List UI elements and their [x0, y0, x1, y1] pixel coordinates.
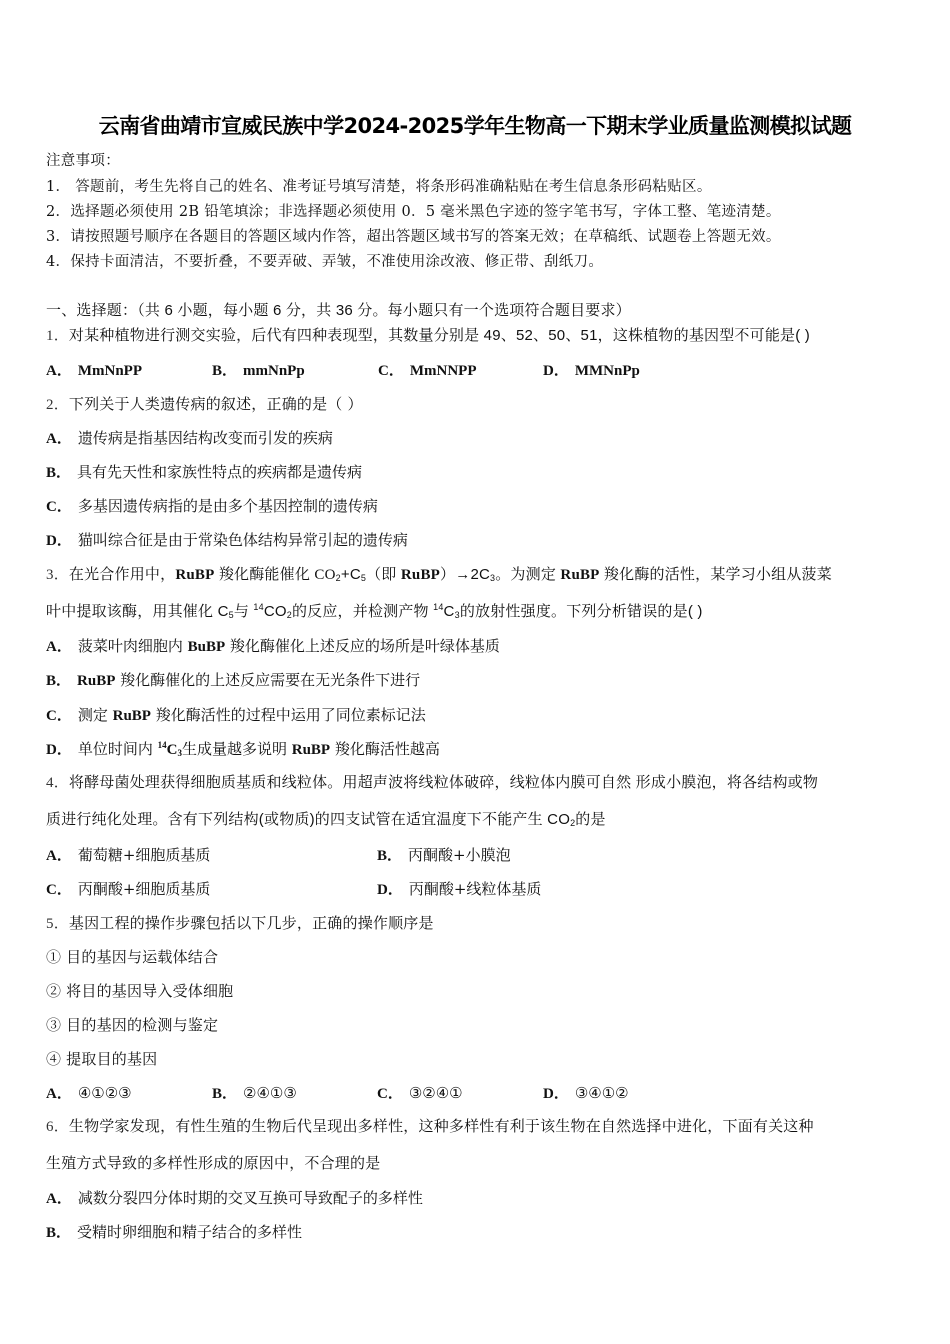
question-5-step-4: ④ 提取目的基因 [46, 1050, 158, 1068]
question-number: 1． [46, 328, 69, 344]
question-5-option-d[interactable]: D． ③④①② [543, 1084, 629, 1102]
question-6-option-a[interactable]: A． 减数分裂四分体时期的交叉互换可导致配子的多样性 [46, 1189, 423, 1207]
question-5-step-2: ② 将目的基因导入受体细胞 [46, 982, 234, 1000]
question-1-option-b[interactable]: B． mmNnPp [212, 363, 305, 379]
question-3-stem-line-2: 叶中提取该酶，用其催化 $C_5$与 $^{14}CO_2$的反应，并检测产物 $^{14}C_3$的放射性强度。下列分析错误的是( ) [46, 602, 703, 620]
question-2-option-c[interactable]: C． 多基因遗传病指的是由多个基因控制的遗传病 [46, 497, 378, 515]
question-6-stem-line-1: 6．生物学家发现，有性生殖的生物后代呈现出多样性，这种多样性有利于该生物在自然选择中进化，下面有关这种 [46, 1118, 814, 1135]
question-5-stem: 5．基因工程的操作步骤包括以下几步，正确的操作顺序是 [46, 914, 434, 932]
question-1-option-d[interactable]: D． MMNnPp [543, 363, 640, 379]
question-6-stem-line-2: 生殖方式导致的多样性形成的原因中，不合理的是 [46, 1155, 381, 1172]
question-1-option-a[interactable]: A． MmNnPP [46, 363, 142, 379]
question-4-stem-line-1: 4．将酵母菌处理获得细胞质基质和线粒体。用超声波将线粒体破碎，线粒体内膜可自然 形成小膜泡，将各结构或物 [46, 774, 819, 791]
section-heading: 一、选择题：（共 6 小题，每小题 6 分，共 36 分。每小题只有一个选项符合题目要求） [46, 302, 631, 319]
notice-item-3: 3．请按照题号顺序在各题目的答题区域内作答，超出答题区域书写的答案无效；在草稿纸、试题卷上答题无效。 [46, 229, 781, 245]
question-5-option-c[interactable]: C． ③②④① [377, 1084, 463, 1102]
question-3-stem-line-1: 3．在光合作用中，RuBP 羧化酶能催化 $CO_2+C_5$（即 $RuBP)\to 2C_3$。为测定 RuBP 羧化酶的活性，某学习小组从菠菜 [46, 566, 832, 583]
question-1-option-c[interactable]: C． MmNNPP [378, 363, 477, 379]
question-4-option-d[interactable]: D． 丙酮酸+线粒体基质 [377, 880, 542, 898]
question-3-option-b[interactable]: B． RuBP 羧化酶催化的上述反应需要在无光条件下进行 [46, 671, 421, 689]
notice-heading: 注意事项： [46, 153, 120, 169]
question-4-option-c[interactable]: C． 丙酮酸+细胞质基质 [46, 880, 211, 898]
question-4-option-b[interactable]: B． 丙酮酸+小膜泡 [377, 846, 511, 864]
notice-item-4: 4．保持卡面清洁，不要折叠，不要弄破、弄皱，不准使用涂改液、修正带、刮纸刀。 [46, 254, 604, 270]
question-2-option-b[interactable]: B． 具有先天性和家族性特点的疾病都是遗传病 [46, 463, 363, 481]
notice-item-1: 1． 答题前，考生先将自己的姓名、准考证号填写清楚，将条形码准确粘贴在考生信息条形码粘贴区。 [46, 179, 712, 195]
question-5-option-a[interactable]: A． ④①②③ [46, 1084, 132, 1102]
document-title: 云南省曲靖市宣威民族中学2024-2025学年生物高一下期末学业质量监测模拟试题 [98, 114, 852, 138]
question-3-option-d[interactable]: D． 单位时间内 $^{14}C_3$生成量越多说明 RuBP 羧化酶活性越高 [46, 740, 440, 758]
question-5-option-b[interactable]: B． ②④①③ [212, 1084, 297, 1102]
question-4-option-a[interactable]: A． 葡萄糖+细胞质基质 [46, 846, 211, 864]
question-2-option-d[interactable]: D． 猫叫综合征是由于常染色体结构异常引起的遗传病 [46, 531, 408, 549]
question-6-option-b[interactable]: B． 受精时卵细胞和精子结合的多样性 [46, 1223, 303, 1241]
question-5-step-1: ① 目的基因与运载体结合 [46, 948, 219, 966]
question-1-stem: 1．对某种植物进行测交实验，后代有四种表现型，其数量分别是 49、52、50、51，这株植物的基因型不可能是( ) [46, 327, 810, 344]
question-4-stem-line-2: 质进行纯化处理。含有下列结构(或物质)的四支试管在适宜温度下不能产生 $CO_2$的是 [46, 811, 606, 828]
question-5-step-3: ③ 目的基因的检测与鉴定 [46, 1016, 219, 1034]
question-3-option-a[interactable]: A． 菠菜叶肉细胞内 BuBP 羧化酶催化上述反应的场所是叶绿体基质 [46, 637, 500, 655]
question-2-option-a[interactable]: A． 遗传病是指基因结构改变而引发的疾病 [46, 429, 333, 447]
question-3-option-c[interactable]: C． 测定 RuBP 羧化酶活性的过程中运用了同位素标记法 [46, 706, 426, 724]
question-2-stem: 2．下列关于人类遗传病的叙述，正确的是（ ） [46, 395, 363, 413]
notice-item-2: 2．选择题必须使用 2B 铅笔填涂；非选择题必须使用 0．5 毫米黑色字迹的签字笔书写，字体工整、笔迹清楚。 [46, 204, 781, 220]
arrow-icon: → [455, 566, 471, 583]
